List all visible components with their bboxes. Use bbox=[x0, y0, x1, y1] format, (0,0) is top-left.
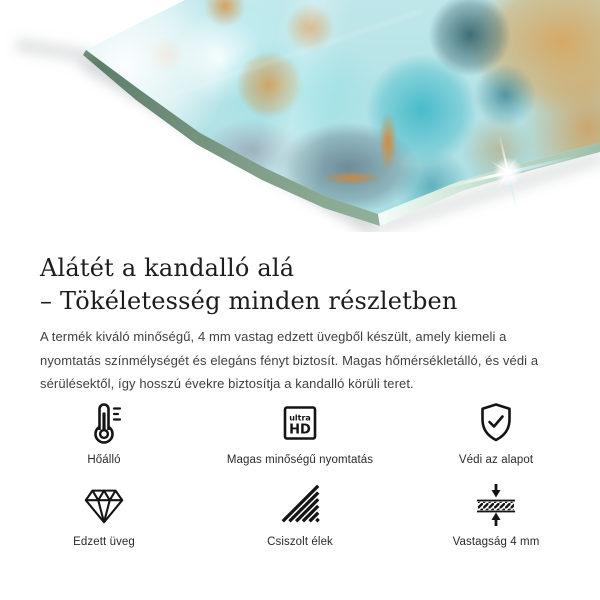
section-title bbox=[40, 252, 570, 318]
ultra-hd-icon bbox=[276, 397, 324, 449]
feature-tempered-glass bbox=[6, 479, 202, 548]
section-description: A termék kiváló minőségű, 4 mm vastag edzett üvegből készült, amely kiemeli a nyomtatás színmélységét és elegáns fényt biztosít. Magas hőmérsékletálló, és védi a sérülésektől, így hosszú évekre biztosítja a kandalló körüli teret. bbox=[40, 329, 539, 391]
thermometer-icon bbox=[80, 397, 128, 449]
feature-grid bbox=[6, 397, 594, 548]
thickness-icon bbox=[472, 479, 520, 531]
svg-text:HD: HD bbox=[289, 422, 311, 438]
sparkle-core bbox=[493, 157, 523, 187]
feature-label: Magas minőségű nyomtatás bbox=[226, 454, 374, 466]
glass-reflection-streak bbox=[140, 10, 422, 107]
feature-print-quality bbox=[202, 397, 398, 466]
shield-check-icon bbox=[472, 397, 520, 449]
section-title-line1: Alátét a kandalló alá bbox=[40, 253, 295, 282]
feature-label: Edzett üveg bbox=[73, 536, 135, 548]
polished-edges-icon bbox=[276, 479, 324, 531]
svg-text:ultra: ultra bbox=[289, 413, 311, 423]
diamond-icon bbox=[80, 479, 128, 531]
feature-label: Vastagság 4 mm bbox=[452, 536, 540, 548]
feature-thickness bbox=[398, 479, 594, 548]
feature-label: Védi az alapot bbox=[458, 454, 534, 466]
feature-protects-base bbox=[398, 397, 594, 466]
feature-polished-edges bbox=[202, 479, 398, 548]
glass-panel-marble-print bbox=[0, 0, 600, 232]
feature-heat-resistant bbox=[6, 397, 202, 466]
feature-label: Csiszolt élek bbox=[267, 536, 333, 548]
feature-label: Hőálló bbox=[87, 454, 121, 466]
section-title-line2: – Tökéletesség minden részletben bbox=[40, 286, 458, 315]
glass-shadow-wedge bbox=[14, 38, 89, 62]
product-image bbox=[0, 0, 600, 232]
